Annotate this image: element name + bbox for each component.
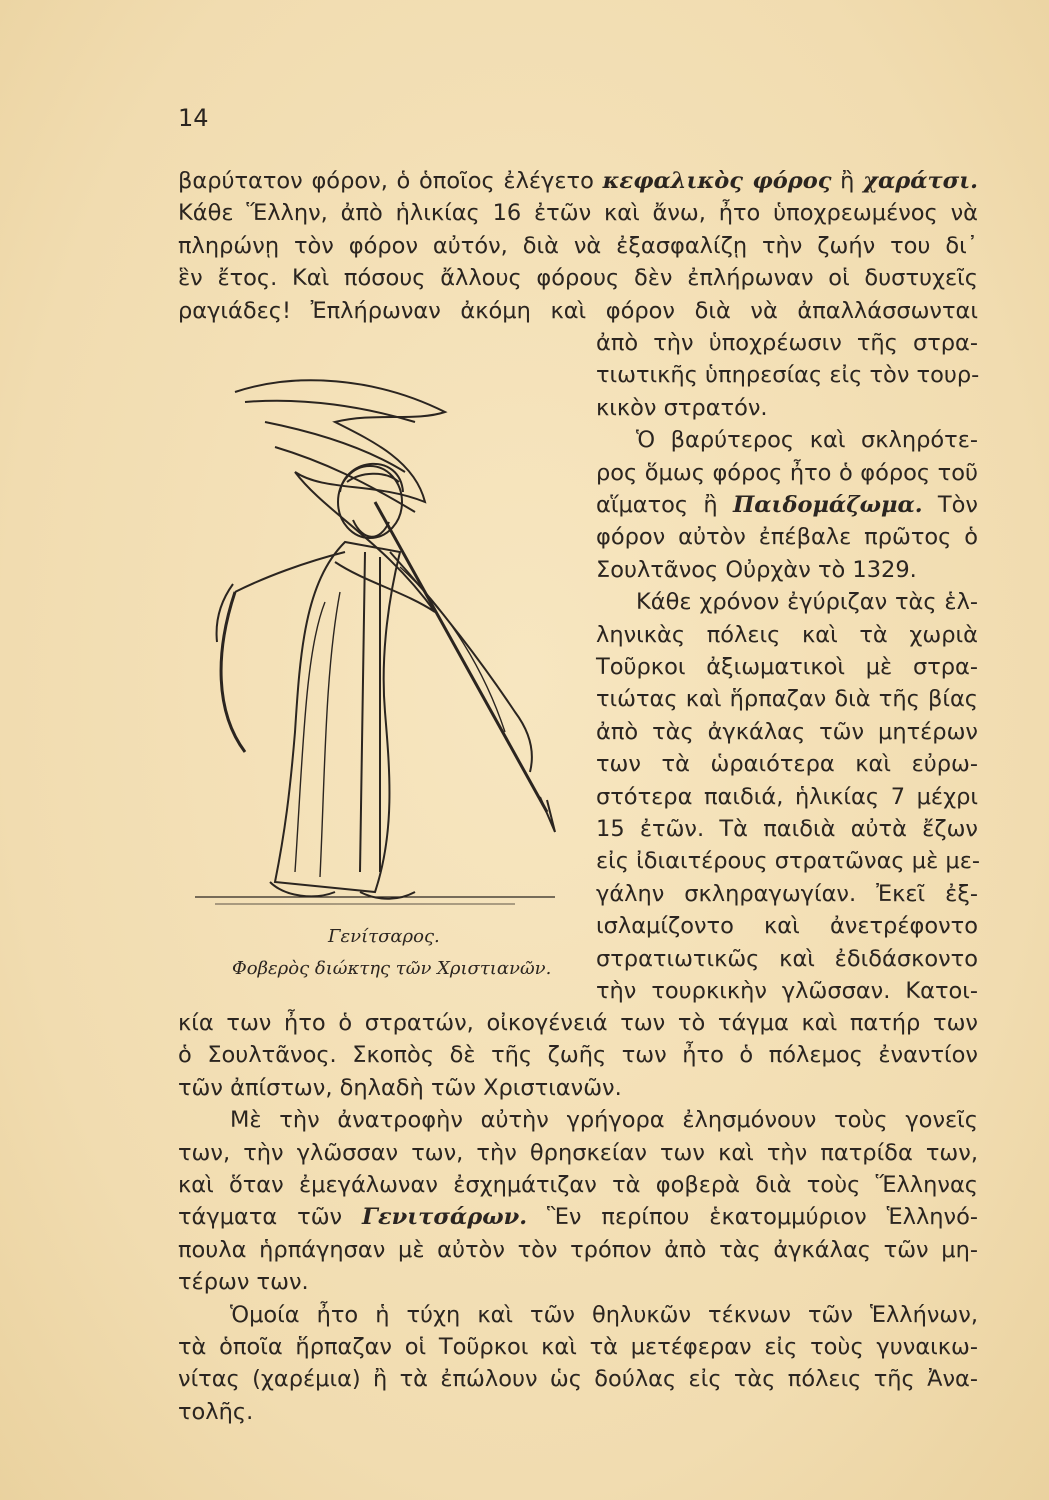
text-line: Σουλτᾶνος Οὐρχὰν τὸ 1329. bbox=[596, 556, 917, 583]
text-line: κικὸν στρατόν. bbox=[596, 394, 768, 421]
emphasized-term: Γενιτσάρων. bbox=[362, 1204, 528, 1231]
text-line: τὰ ὁποῖα ἥρπαζαν οἱ Τοῦρκοι καὶ τὰ μετέφεραν εἰς τοὺς γυναικω- bbox=[178, 1334, 978, 1360]
text-line: Μὲ τὴν ἀνατροφὴν αὐτὴν γρήγορα ἐλησμόνουν τοὺς γονεῖς bbox=[230, 1107, 978, 1134]
janissary-illustration bbox=[175, 352, 585, 912]
text-line: τέρων των. bbox=[178, 1269, 309, 1296]
text-line: αἵματος ἢ Παιδομάζωμα. Τὸν bbox=[596, 492, 978, 518]
text-line: των, τὴν γλῶσσαν των, τὴν θρησκείαν των καὶ τὴν πατρίδα των, bbox=[178, 1139, 978, 1166]
text-line: στρατιωτικῶς καὶ ἐδιδάσκοντο bbox=[596, 945, 978, 972]
text-line: στότερα παιδιά, ἡλικίας 7 μέχρι bbox=[596, 783, 978, 810]
text-line: Ὁμοία ἦτο ἡ τύχη καὶ τῶν θηλυκῶν τέκνων τῶν Ἑλλήνων, bbox=[230, 1301, 978, 1328]
text-line: τιώτας καὶ ἥρπαζαν διὰ τῆς βίας bbox=[596, 686, 978, 713]
text-line: ἓν ἔτος. Καὶ πόσους ἄλλους φόρους δὲν ἐπλήρωναν οἱ δυστυχεῖς bbox=[178, 265, 978, 292]
text-line: φόρον αὐτὸν ἐπέβαλε πρῶτος ὁ bbox=[596, 524, 978, 551]
text-line: των τὰ ὡραιότερα καὶ εὐρω- bbox=[596, 751, 978, 778]
text-line: ἀπὸ τὰς ἀγκάλας τῶν μητέρων bbox=[596, 718, 978, 745]
emphasized-term: κεφαλικὸς φόρος bbox=[602, 168, 832, 194]
text-line: ληνικὰς πόλεις καὶ τὰ χωριὰ bbox=[596, 621, 978, 648]
text-line: 15 ἐτῶν. Τὰ παιδιὰ αὐτὰ ἔζων bbox=[596, 816, 978, 842]
figure-caption-subtitle: Φοβερὸς διώκτης τῶν Χριστιανῶν. bbox=[232, 958, 552, 979]
text-line: ρος ὅμως φόρος ἦτο ὁ φόρος τοῦ bbox=[596, 459, 978, 486]
text-line: Κάθε Ἕλλην, ἀπὸ ἡλικίας 16 ἐτῶν καὶ ἄνω, ἦτο ὑποχρεωμένος νὰ bbox=[178, 200, 978, 227]
text-line: πληρώνῃ τὸν φόρον αὐτόν, διὰ νὰ ἐξασφαλίζῃ τὴν ζωήν του δι᾽ bbox=[178, 232, 978, 259]
text-line: ραγιάδες! Ἐπλήρωναν ἀκόμη καὶ φόρον διὰ νὰ ἀπαλλάσσωνται bbox=[178, 297, 978, 324]
text-line: ισλαμίζοντο καὶ ἀνετρέφοντο bbox=[596, 913, 978, 940]
text-line: νίτας (χαρέμια) ἢ τὰ ἐπώλουν ὡς δούλας εἰς τὰς πόλεις τῆς Ἀνα- bbox=[178, 1366, 978, 1393]
emphasized-term: χαράτσι. bbox=[863, 168, 978, 194]
text-line: Τοῦρκοι ἀξιωματικοὶ μὲ στρα- bbox=[596, 654, 978, 680]
text-line: Κάθε χρόνον ἐγύριζαν τὰς ἑλ- bbox=[636, 589, 978, 616]
text-line: Ὁ βαρύτερος καὶ σκληρότε- bbox=[636, 427, 978, 454]
text-line: εἰς ἰδιαιτέρους στρατῶνας μὲ με- bbox=[596, 848, 980, 875]
text-line: πουλα ἡρπάγησαν μὲ αὐτὸν τὸν τρόπον ἀπὸ τὰς ἀγκάλας τῶν μη- bbox=[178, 1236, 978, 1263]
text-line: γάλην σκληραγωγίαν. Ἐκεῖ ἐξ- bbox=[596, 880, 978, 907]
text-line: βαρύτατον φόρον, ὁ ὁποῖος ἐλέγετο κεφαλικὸς φόρος ἢ χαράτσι. bbox=[178, 168, 978, 194]
text-line: τολῆς. bbox=[178, 1398, 254, 1425]
text-line: ἀπὸ τὴν ὑποχρέωσιν τῆς στρα- bbox=[596, 330, 978, 356]
figure-caption-title: Γενίτσαρος. bbox=[328, 926, 440, 947]
text-line: καὶ ὅταν ἐμεγάλωναν ἐσχημάτιζαν τὰ φοβερὰ διὰ τοὺς Ἕλληνας bbox=[178, 1172, 978, 1198]
text-line: ὁ Σουλτᾶνος. Σκοπὸς δὲ τῆς ζωῆς των ἦτο ὁ πόλεμος ἐναντίον bbox=[178, 1042, 978, 1069]
text-line: τὴν τουρκικὴν γλῶσσαν. Κατοι- bbox=[596, 978, 978, 1004]
text-line: τιωτικῆς ὑπηρεσίας εἰς τὸν τουρ- bbox=[596, 362, 980, 389]
text-line: κία των ἦτο ὁ στρατών, οἰκογένειά των τὸ τάγμα καὶ πατήρ των bbox=[178, 1010, 978, 1036]
emphasized-term: Παιδομάζωμα. bbox=[732, 492, 923, 518]
page-number: 14 bbox=[178, 104, 209, 132]
text-line: τάγματα τῶν Γενιτσάρων. Ἓν περίπου ἑκατομμύριον Ἑλληνό- bbox=[178, 1204, 978, 1231]
text-line: τῶν ἀπίστων, δηλαδὴ τῶν Χριστιανῶν. bbox=[178, 1074, 622, 1101]
